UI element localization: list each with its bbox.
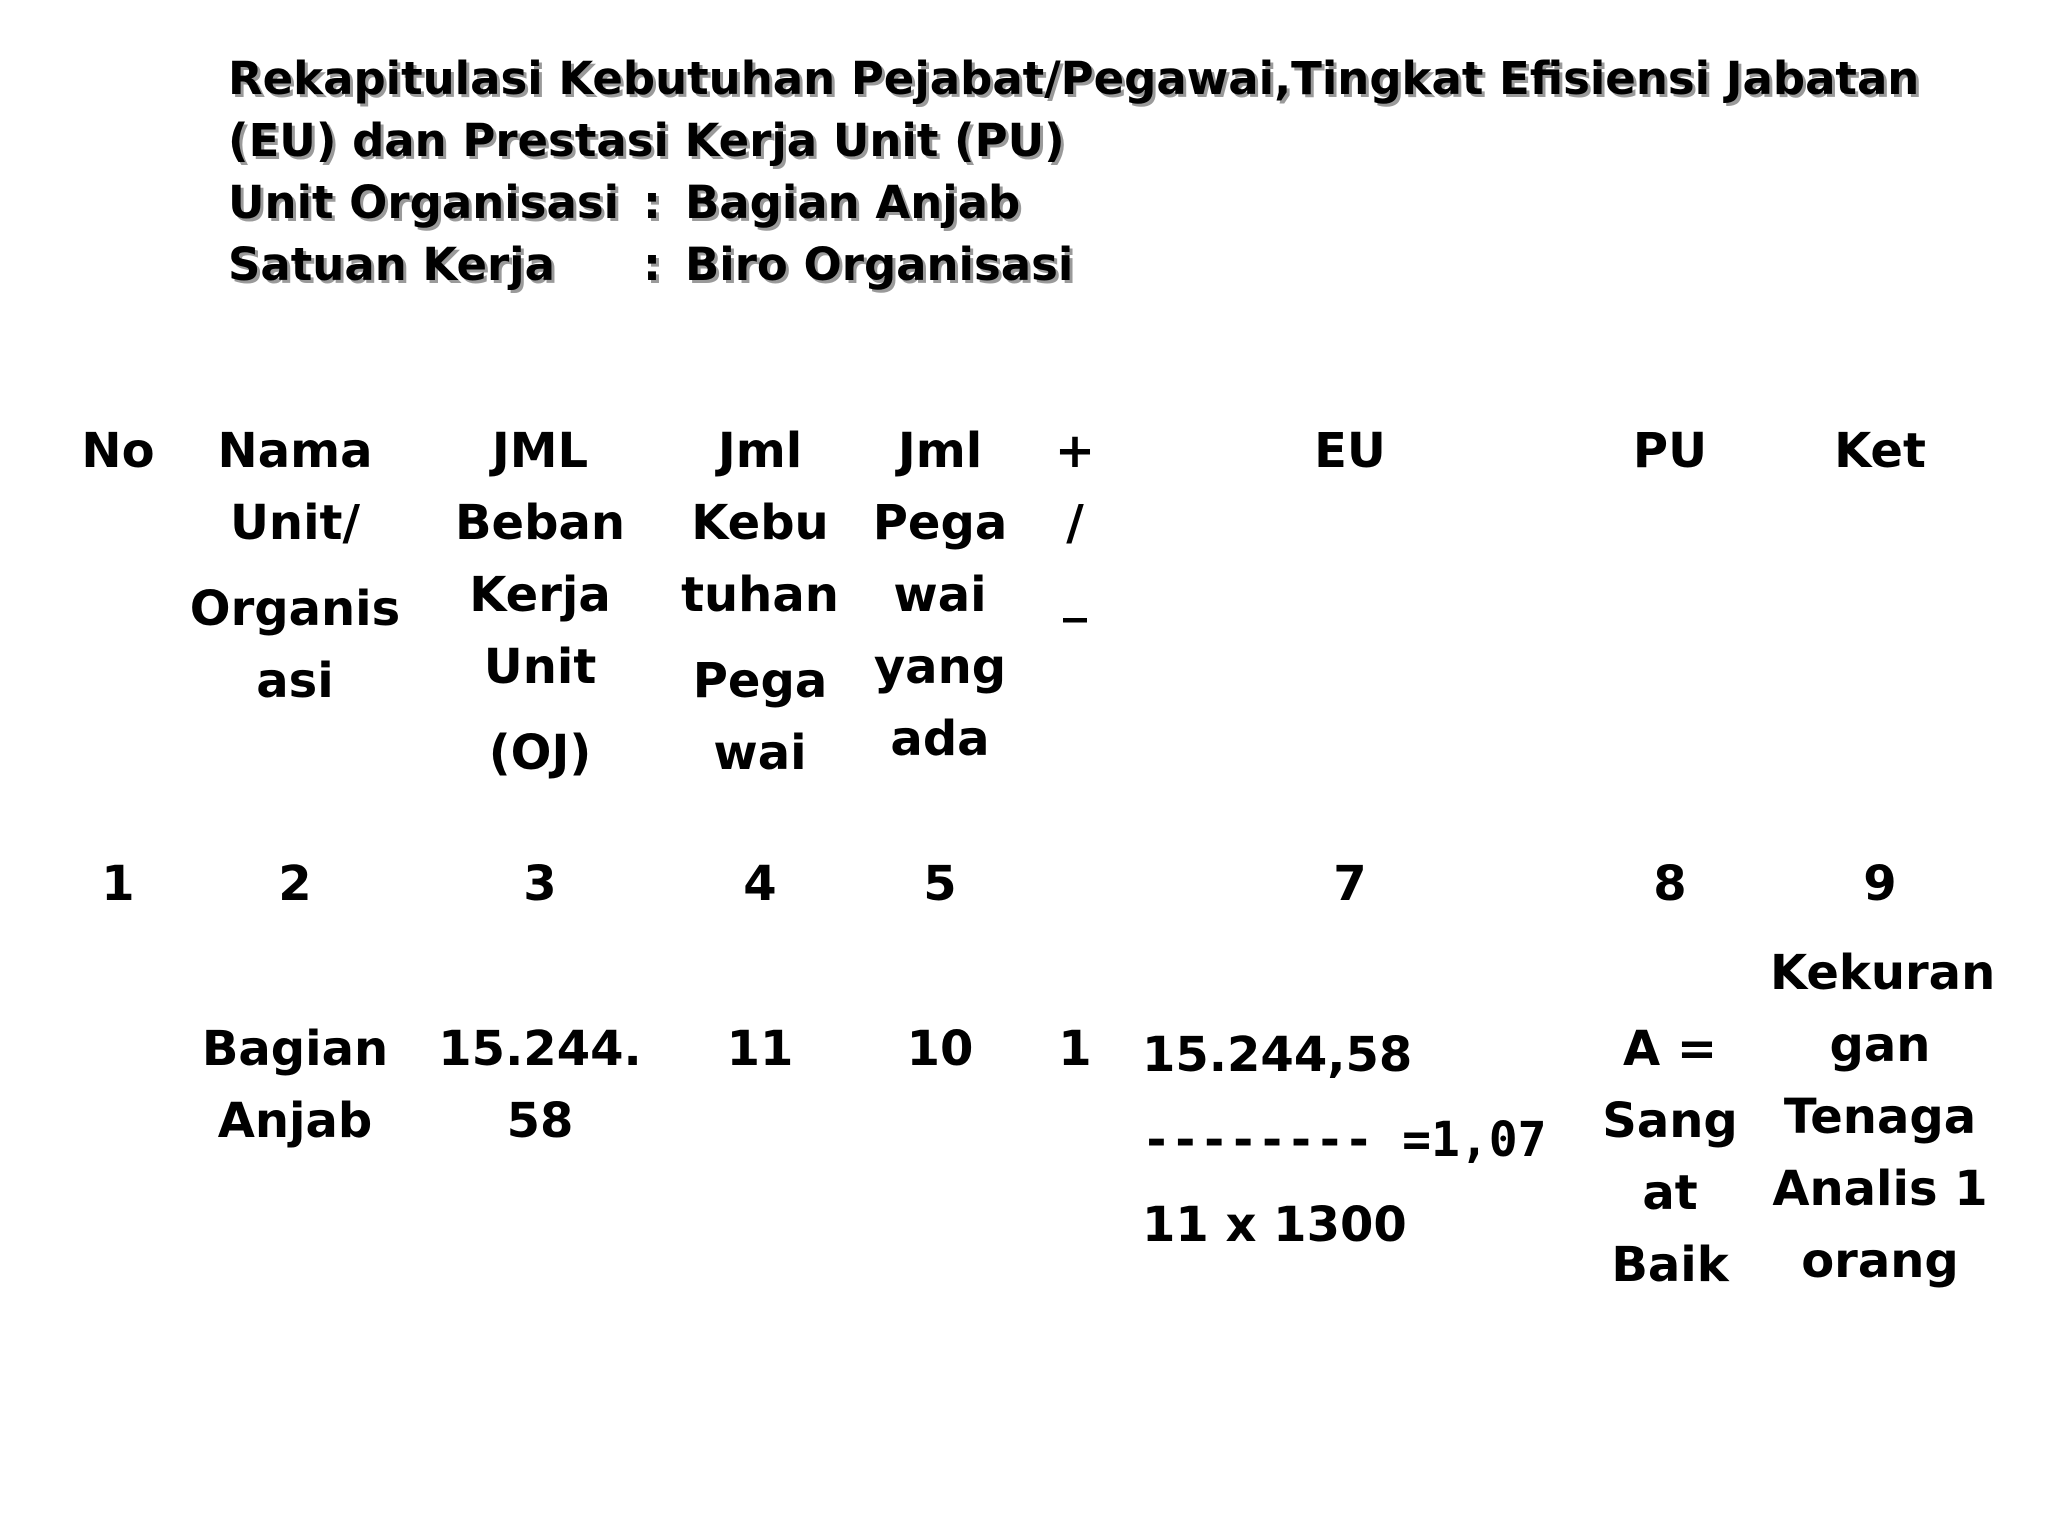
- header-pu: [1580, 415, 1760, 487]
- col-number: 4: [743, 856, 777, 912]
- row-eu-formula: [1142, 1013, 1582, 1268]
- header-pegawai-line: Jml: [897, 423, 983, 479]
- row-beban-line: 58: [506, 1093, 574, 1149]
- header-kebutuhan-line: Jml: [717, 423, 803, 479]
- row-ket: [1770, 937, 1996, 1297]
- row-beban-line: 15.244.: [438, 1021, 642, 1077]
- col-number: 9: [1863, 856, 1897, 912]
- col-number: 3: [523, 856, 557, 912]
- header-pegawai-line: wai: [893, 567, 987, 623]
- row-ket-line: Kekuran: [1770, 945, 1996, 1001]
- row-kebutuhan: 11: [726, 1021, 794, 1077]
- header-ket: [1770, 415, 1990, 487]
- header-pegawai-ada: [855, 415, 1025, 775]
- header-pu-line: PU: [1632, 423, 1708, 479]
- satuan-kerja-label: Satuan Kerja: [228, 238, 555, 291]
- header-no-line: No: [81, 423, 155, 479]
- eu-denominator: 11 x 1300: [1142, 1197, 1407, 1253]
- eu-fraction-line: -------- =1,07: [1142, 1112, 1547, 1168]
- satuan-kerja-row: [228, 234, 1919, 296]
- row-pu: [1580, 1013, 1760, 1301]
- header-eu-line: EU: [1314, 423, 1386, 479]
- header-kebutuhan-line: Pega: [692, 653, 828, 709]
- header-beban-kerja: [430, 415, 650, 789]
- row-nama-line: Bagian: [201, 1021, 389, 1077]
- row-ket-line: Tenaga: [1783, 1089, 1977, 1145]
- header-beban-line: Kerja: [469, 567, 611, 623]
- header-selisih-line: /: [1066, 495, 1084, 551]
- col-number: 1: [101, 856, 135, 912]
- unit-organisasi-value: Bagian Anjab: [685, 176, 1021, 229]
- header-kebutuhan-line: tuhan: [681, 567, 839, 623]
- header-beban-line: JML: [491, 423, 589, 479]
- header-pegawai-line: Pega: [872, 495, 1008, 551]
- col-number: 2: [278, 856, 312, 912]
- col-number: 7: [1333, 856, 1367, 912]
- row-beban-kerja: [430, 1013, 650, 1157]
- colon: :: [643, 176, 661, 229]
- row-nama-unit: [185, 1013, 405, 1157]
- title-line-2: (EU) dan Prestasi Kerja Unit (PU): [228, 114, 1065, 167]
- header-beban-line: Unit: [483, 639, 597, 695]
- header-nama-line: Organis: [189, 581, 401, 637]
- row-pu-line: Sang: [1602, 1093, 1738, 1149]
- row-ket-line: orang: [1801, 1233, 1959, 1289]
- header-pegawai-line: ada: [890, 711, 990, 767]
- col-number: 8: [1653, 856, 1687, 912]
- header-nama-line: Nama: [217, 423, 373, 479]
- header-no: [58, 415, 178, 487]
- header-selisih: [1040, 415, 1110, 631]
- header-selisih-line: _: [1063, 567, 1087, 623]
- row-pu-line: Baik: [1611, 1237, 1729, 1293]
- unit-organisasi-row: [228, 172, 1919, 234]
- title-line-1: Rekapitulasi Kebutuhan Pejabat/Pegawai,Tingkat Efisiensi Jabatan: [228, 52, 1920, 105]
- satuan-kerja-value: Biro Organisasi: [685, 238, 1074, 291]
- eu-numerator: 15.244,58: [1142, 1027, 1413, 1083]
- header-nama-line: Unit/: [229, 495, 361, 551]
- header-pegawai-line: yang: [873, 639, 1007, 695]
- title-block: [228, 48, 1919, 296]
- row-pu-line: at: [1642, 1165, 1698, 1221]
- header-kebutuhan-line: Kebu: [691, 495, 829, 551]
- header-nama-unit: [185, 415, 405, 717]
- row-ket-line: Analis 1: [1772, 1161, 1988, 1217]
- row-ket-line: gan: [1829, 1017, 1931, 1073]
- header-kebutuhan-line: wai: [713, 725, 807, 781]
- header-beban-line: Beban: [454, 495, 626, 551]
- header-eu: [1250, 415, 1450, 487]
- row-selisih: 1: [1058, 1021, 1092, 1077]
- col-number: 5: [923, 856, 957, 912]
- header-nama-line: asi: [256, 653, 334, 709]
- header-ket-line: Ket: [1834, 423, 1926, 479]
- row-nama-line: Anjab: [217, 1093, 373, 1149]
- row-pu-line: A =: [1622, 1021, 1718, 1077]
- header-selisih-line: +: [1054, 423, 1096, 479]
- header-beban-line: (OJ): [488, 725, 592, 781]
- row-pegawai-ada: 10: [906, 1021, 974, 1077]
- header-kebutuhan-pegawai: [665, 415, 855, 789]
- unit-organisasi-label: Unit Organisasi: [228, 176, 620, 229]
- colon: :: [643, 238, 661, 291]
